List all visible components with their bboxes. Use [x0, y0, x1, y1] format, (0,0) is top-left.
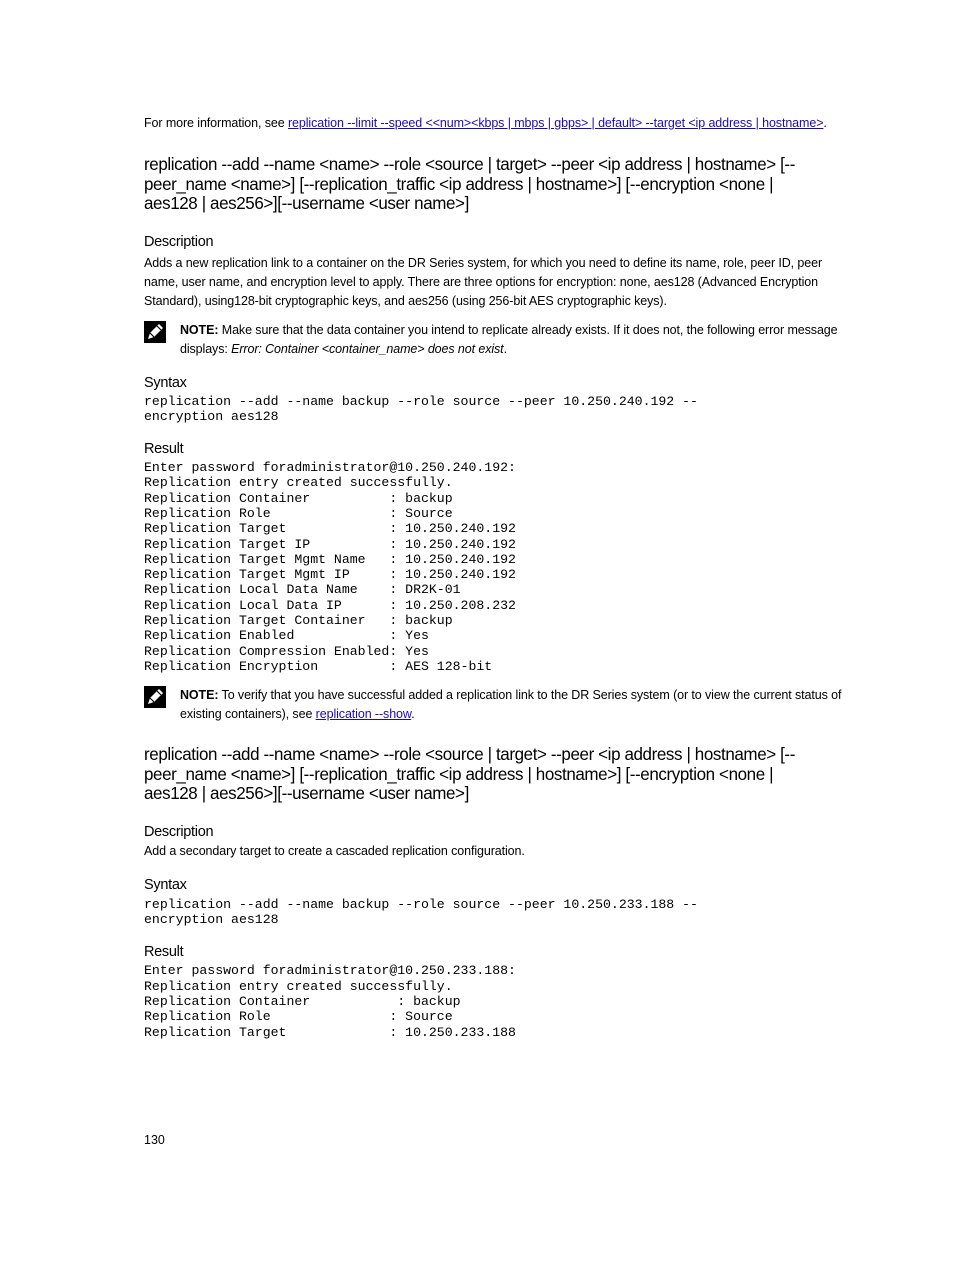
section2-heading: replication --add --name <name> --role <source | target> --peer <ip address | hostname> [--peer_name <name>] [--replication_traffic <ip address | hostname>] [--encryption <none | aes128 | aes256>][--username <user name>]: [144, 744, 795, 804]
section1-result-title: Result: [144, 441, 184, 458]
note-end: .: [503, 341, 507, 356]
note-label: NOTE:: [180, 322, 219, 337]
intro-suffix: .: [823, 116, 827, 130]
page-number: 130: [144, 1133, 165, 1147]
note-end: .: [411, 707, 415, 722]
intro-paragraph: [144, 114, 844, 133]
section2-syntax-code: replication --add --name backup --role source --peer 10.250.233.188 -- encryption aes128: [144, 896, 698, 928]
note-pencil-icon: [144, 686, 166, 708]
note-label: NOTE:: [180, 688, 219, 703]
section2-syntax-title: Syntax: [144, 876, 187, 893]
section1-syntax-code: replication --add --name backup --role source --peer 10.250.240.192 -- encryption aes128: [144, 393, 698, 424]
section1-description: Adds a new replication link to a container on the DR Series system, for which you need to define its name, role, peer ID, peer name, user name, and encryption level to apply. There are three options for encryption: none, aes128 (Advanced Encryption Standard), using128-bit cryptographic keys, and aes256 (using 256-bit AES cryptographic keys).: [144, 255, 823, 308]
section2-description: Add a secondary target to create a cascaded replication configuration.: [144, 843, 525, 858]
section1-description-title: Description: [144, 233, 214, 250]
page-content: [144, 114, 844, 1040]
intro-prefix: For more information, see: [144, 116, 288, 130]
section1-note: [144, 321, 844, 359]
replication-limit-link[interactable]: replication --limit --speed <<num><kbps | mbps | gbps> | default> --target <ip address | hostname>: [287, 116, 824, 130]
section1-syntax-title: Syntax: [144, 374, 187, 391]
note-error-message: Error: Container <container_name> does not exist: [231, 341, 504, 356]
section1-result-code: Enter password foradministrator@10.250.240.192: Replication entry created successfully. Replication Container : backup Replication Role : Source Replication Target : 10.250.240.192 Replication Target IP : 10.250.240.192 Replication Target Mgmt Name : 10.250.240.192 Replication Target Mgmt IP : 10.250.240.192 Replication Local Data Name : DR2K-01 Replication Local Data IP : 10.250.208.232 Replication Target Container : backup Replication Enabled : Yes Replication Compression Enabled: Yes Replication Encryption : AES 128-bit: [144, 460, 516, 674]
section1-heading: replication --add --name <name> --role <source | target> --peer <ip address | hostname> [--peer_name <name>] [--replication_traffic <ip address | hostname>] [--encryption <none | aes128 | aes256>][--username <user name>]: [144, 154, 795, 213]
note-text: Make sure that the data container you intend to replicate already exists. If it does not, the following error message displays:: [180, 322, 838, 356]
section2-result-code: Enter password foradministrator@10.250.233.188: Replication entry created successfully. Replication Container : backup Replication Role : Source Replication Target : 10.250.233.188: [144, 963, 516, 1040]
note-pencil-icon: [144, 321, 166, 343]
section2-result-title: Result: [144, 944, 184, 961]
section1-note2: [144, 686, 844, 724]
note-text: To verify that you have successful added a replication link to the DR Series system (or to view the current status of existing containers), see: [180, 688, 842, 722]
section2-description-title: Description: [144, 823, 214, 840]
replication-show-link[interactable]: replication --show: [315, 707, 412, 722]
